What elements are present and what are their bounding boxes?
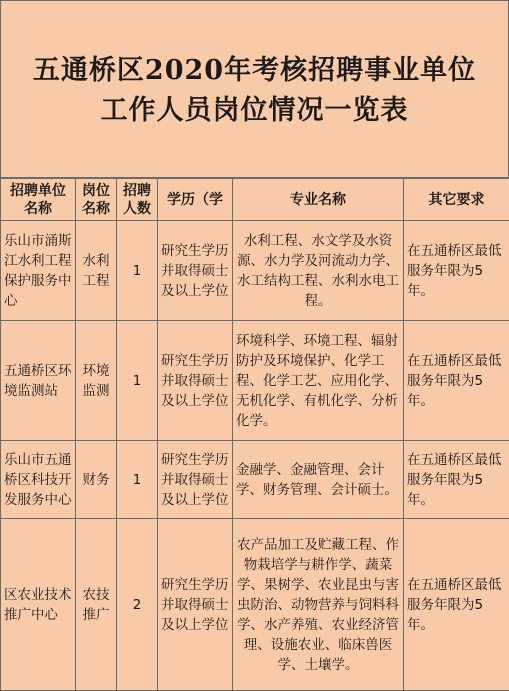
document-title: 五通桥区2020年考核招聘事业单位工作人员岗位情况一览表 [32,55,477,126]
header-unit-name: 招聘单位名称 [1,179,76,221]
cell-count: 1 [117,441,158,519]
header-major: 专业名称 [233,179,404,221]
table-row [1,519,509,691]
cell-count: 1 [117,221,158,321]
table-header-row [1,179,509,221]
header-other-requirements: 其它要求 [404,179,509,221]
header-post-name: 岗位名称 [76,179,117,221]
cell-post: 财务 [76,441,117,519]
cell-education: 研究生学历并取得硕士及以上学位 [158,321,233,441]
cell-unit: 五通桥区环境监测站 [1,321,76,441]
cell-unit: 乐山市涌斯江水利工程保护服务中心 [1,221,76,321]
cell-post: 农技推广 [76,519,117,691]
cell-other: 在五通桥区最低服务年限为5年。 [404,221,509,321]
cell-unit: 区农业技术推广中心 [1,519,76,691]
cell-major: 金融学、金融管理、会计学、财务管理、会计硕士。 [233,441,404,519]
cell-education: 研究生学历并取得硕士及以上学位 [158,221,233,321]
header-education: 学历（学 [158,179,233,221]
title-block [0,0,509,178]
table-row [1,441,509,519]
positions-table [0,178,509,691]
cell-major: 农产品加工及贮藏工程、作物栽培学与耕作学、蔬菜学、果树学、农业昆虫与害虫防治、动物营养与饲料科学、水产养殖、农业经济管理、设施农业、临床兽医学、土壤学。 [233,519,404,691]
cell-post: 环境监测 [76,321,117,441]
table-row [1,221,509,321]
cell-count: 1 [117,321,158,441]
cell-unit: 乐山市五通桥区科技开发服务中心 [1,441,76,519]
cell-other: 在五通桥区最低服务年限为5年。 [404,519,509,691]
cell-count: 2 [117,519,158,691]
header-head-count: 招聘人数 [117,179,158,221]
cell-major: 环境科学、环境工程、辐射防护及环境保护、化学工程、化学工艺、应用化学、无机化学、有机化学、分析化学。 [233,321,404,441]
cell-post: 水利工程 [76,221,117,321]
cell-other: 在五通桥区最低服务年限为5年。 [404,321,509,441]
table-row [1,321,509,441]
cell-education: 研究生学历并取得硕士及以上学位 [158,519,233,691]
cell-education: 研究生学历并取得硕士及以上学位 [158,441,233,519]
cell-other: 在五通桥区最低服务年限为5年。 [404,441,509,519]
cell-major: 水利工程、水文学及水资源、水力学及河流动力学、水工结构工程、水利水电工程。 [233,221,404,321]
